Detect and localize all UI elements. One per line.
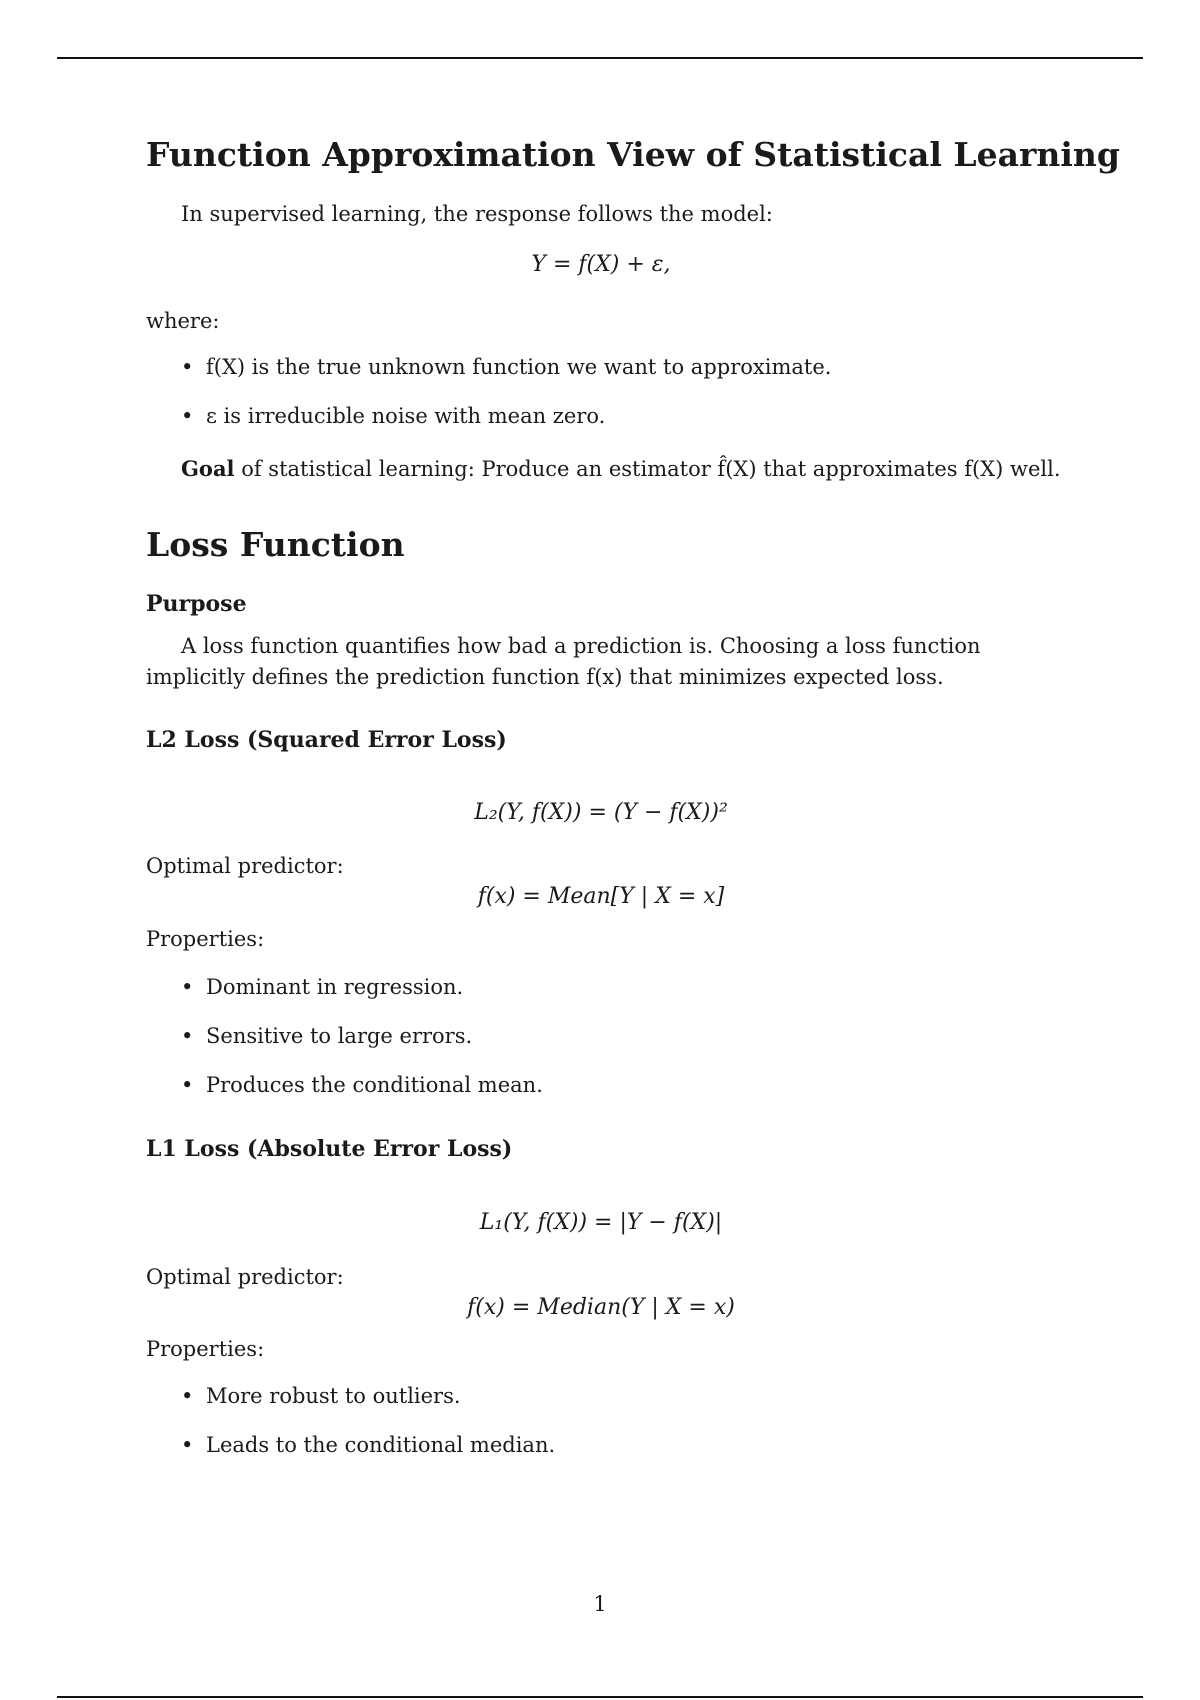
list-item: [181, 975, 463, 999]
purpose-heading: Purpose: [146, 591, 247, 617]
l2-loss-equation-text: L₂(Y, f(X)) = (Y − f(X))²: [474, 800, 728, 825]
l1-loss-equation-text: L₁(Y, f(X)) = |Y − f(X)|: [479, 1210, 723, 1235]
l1-properties-label: Properties:: [146, 1337, 265, 1361]
l1-predictor-equation: [146, 1295, 1056, 1320]
l1-loss-equation: [146, 1210, 1056, 1235]
bullet-text: Sensitive to large errors.: [206, 1024, 473, 1048]
l2-predictor-equation: [146, 884, 1056, 909]
purpose-paragraph: A loss function quantifies how bad a prediction is. Choosing a loss function implicitly defines the prediction function f(x) that minimizes expected loss.: [146, 634, 981, 689]
goal-paragraph: [181, 453, 1061, 485]
bottom-rule: [57, 1696, 1143, 1698]
bullet-text: Dominant in regression.: [206, 975, 464, 999]
list-item: [181, 1073, 543, 1097]
list-item: [181, 404, 605, 428]
bullet-icon: •: [181, 355, 194, 379]
goal-text: of statistical learning: Produce an estimator f̂(X) that approximates f(X) well.: [241, 457, 1061, 481]
goal-label: Goal: [181, 456, 235, 481]
page-number: 1: [593, 1592, 607, 1616]
bullet-text: f(X) is the true unknown function we want to approximate.: [206, 355, 832, 379]
where-label: where:: [146, 309, 220, 333]
list-item: [181, 1433, 555, 1457]
bullet-text: More robust to outliers.: [206, 1384, 461, 1408]
list-item: [181, 1384, 461, 1408]
l2-loss-equation: [146, 800, 1056, 825]
intro-paragraph: In supervised learning, the response follows the model:: [181, 202, 773, 226]
bullet-icon: •: [181, 1073, 194, 1097]
section-title-loss-function: Loss Function: [146, 525, 405, 564]
l1-optimal-label: Optimal predictor:: [146, 1265, 344, 1289]
bullet-text: Produces the conditional mean.: [206, 1073, 543, 1097]
bullet-icon: •: [181, 404, 194, 428]
bullet-icon: •: [181, 1024, 194, 1048]
bullet-text: ε is irreducible noise with mean zero.: [206, 404, 606, 428]
model-equation: [146, 252, 1056, 277]
l2-predictor-equation-text: f(x) = Mean[Y | X = x]: [477, 884, 725, 909]
section-title-function-approximation: Function Approximation View of Statistical Learning: [146, 135, 1120, 174]
model-equation-text: Y = f(X) + ε,: [531, 252, 671, 277]
bullet-icon: •: [181, 1433, 194, 1457]
top-rule: [57, 57, 1143, 59]
bullet-text: Leads to the conditional median.: [206, 1433, 556, 1457]
l1-predictor-equation-text: f(x) = Median(Y | X = x): [467, 1295, 735, 1320]
bullet-icon: •: [181, 1384, 194, 1408]
l1-heading: L1 Loss (Absolute Error Loss): [146, 1136, 513, 1162]
l2-properties-label: Properties:: [146, 927, 265, 951]
list-item: [181, 355, 831, 379]
l2-heading: L2 Loss (Squared Error Loss): [146, 727, 507, 753]
bullet-icon: •: [181, 975, 194, 999]
l2-optimal-label: Optimal predictor:: [146, 854, 344, 878]
list-item: [181, 1024, 472, 1048]
